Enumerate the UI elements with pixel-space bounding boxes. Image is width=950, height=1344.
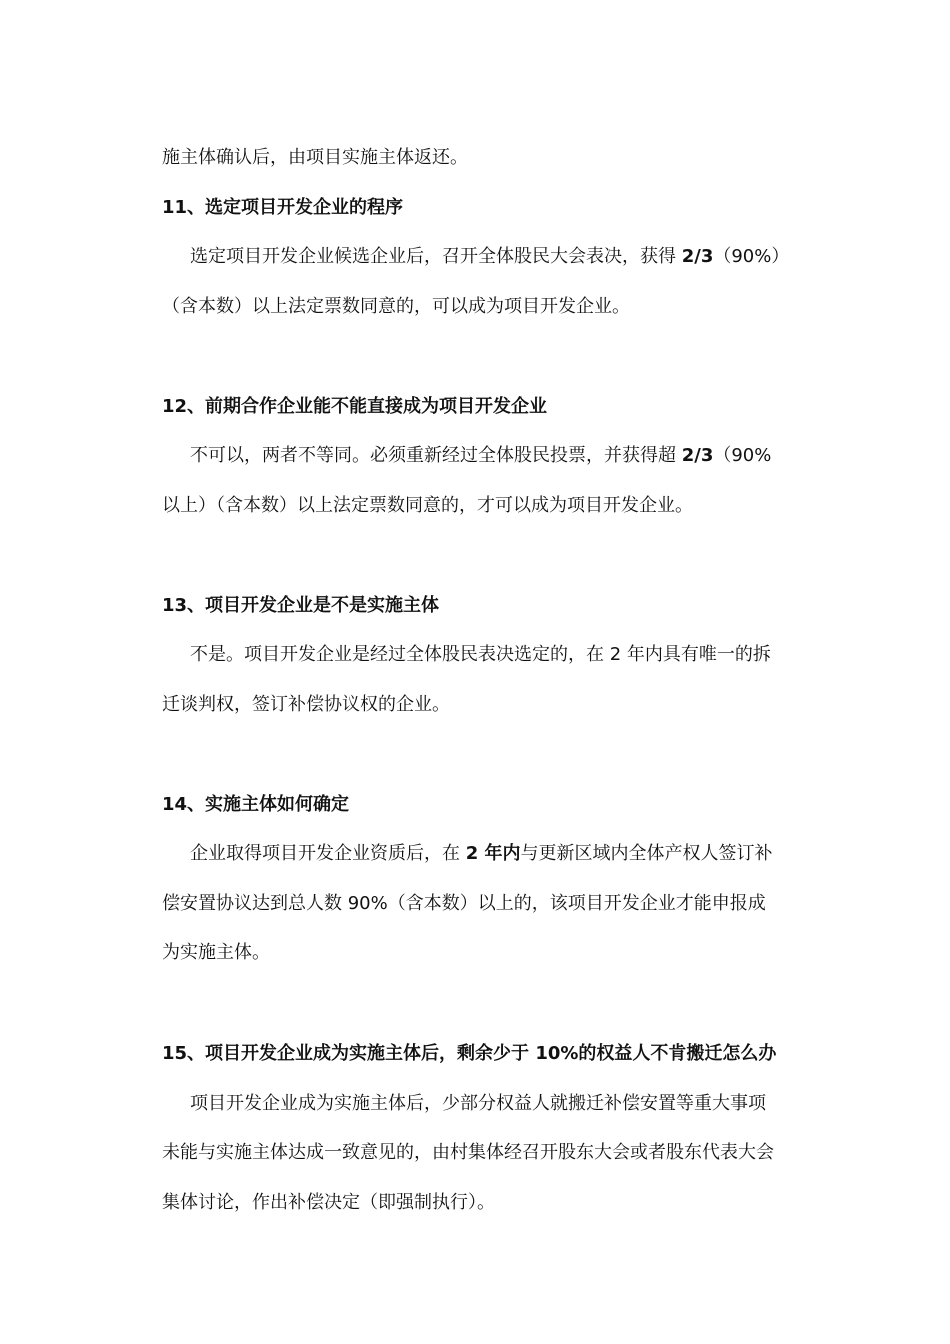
section-heading-13: 13、项目开发企业是不是实施主体 (162, 595, 440, 616)
section-heading-11: 11、选定项目开发企业的程序 (162, 197, 404, 218)
paragraph-line: 不是。项目开发企业是经过全体股民表决选定的，在 2 年内具有唯一的拆 (190, 644, 771, 665)
paragraph-line: 选定项目开发企业候选企业后，召开全体股民大会表决，获得 2/3（90%） (190, 246, 790, 267)
paragraph-line: 未能与实施主体达成一致意见的，由村集体经召开股东大会或者股东代表大会 (162, 1142, 774, 1163)
paragraph-line: 施主体确认后，由项目实施主体返还。 (162, 147, 468, 168)
section-heading-15: 15、项目开发企业成为实施主体后，剩余少于 10%的权益人不肯搬迁怎么办 (162, 1043, 777, 1064)
paragraph-line: 集体讨论，作出补偿决定（即强制执行）。 (162, 1192, 495, 1213)
section-heading-12: 12、前期合作企业能不能直接成为项目开发企业 (162, 396, 548, 417)
section-heading-14: 14、实施主体如何确定 (162, 794, 350, 815)
paragraph-line: 迁谈判权，签订补偿协议权的企业。 (162, 694, 450, 715)
paragraph-line: （含本数）以上法定票数同意的，可以成为项目开发企业。 (162, 296, 630, 317)
paragraph-line: 为实施主体。 (162, 942, 270, 963)
paragraph-line: 项目开发企业成为实施主体后，少部分权益人就搬迁补偿安置等重大事项 (190, 1093, 766, 1114)
paragraph-line: 不可以，两者不等同。必须重新经过全体股民投票，并获得超 2/3（90% (190, 445, 772, 466)
paragraph-line: 企业取得项目开发企业资质后，在 2 年内与更新区域内全体产权人签订补 (190, 843, 773, 864)
paragraph-line: 以上）（含本数）以上法定票数同意的，才可以成为项目开发企业。 (162, 495, 693, 516)
paragraph-line: 偿安置协议达到总人数 90%（含本数）以上的，该项目开发企业才能申报成 (162, 893, 766, 914)
